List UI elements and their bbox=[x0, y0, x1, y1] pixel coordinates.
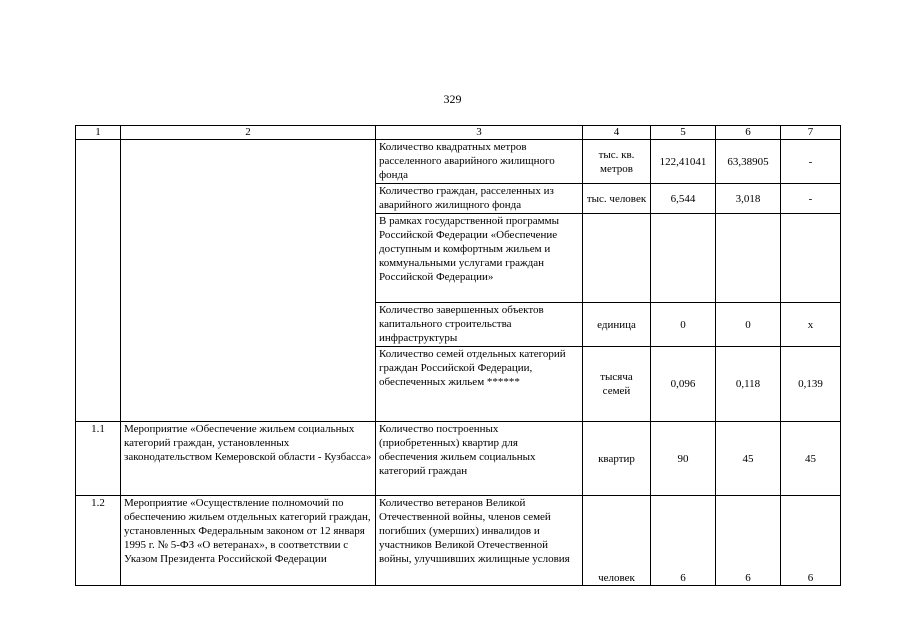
value-year-2: 45 bbox=[716, 422, 781, 496]
header-col-7: 7 bbox=[781, 126, 841, 140]
page-number: 329 bbox=[443, 92, 462, 106]
value-year-2: 6 bbox=[716, 496, 781, 586]
value-year-3 bbox=[781, 214, 841, 303]
row-number-cell-empty bbox=[76, 140, 121, 422]
header-col-6: 6 bbox=[716, 126, 781, 140]
unit-cell: тысяча семей bbox=[583, 347, 651, 422]
program-subheading: В рамках государственной программы Российской Федерации «Обеспечение доступным и комфортным жильем и коммунальными услугами граждан Российской Федерации» bbox=[376, 214, 583, 303]
indicator-name: Количество квадратных метров расселенного аварийного жилищного фонда bbox=[376, 140, 583, 184]
header-col-5: 5 bbox=[651, 126, 716, 140]
measure-name: Мероприятие «Обеспечение жильем социальных категорий граждан, установленных законодательством Кемеровской области - Кузбасса» bbox=[121, 422, 376, 496]
value-year-3: 45 bbox=[781, 422, 841, 496]
value-year-2 bbox=[716, 214, 781, 303]
header-col-2: 2 bbox=[121, 126, 376, 140]
unit-cell: квартир bbox=[583, 422, 651, 496]
table-row bbox=[76, 496, 841, 586]
value-year-3: - bbox=[781, 184, 841, 214]
row-number: 1.1 bbox=[76, 422, 121, 496]
value-year-3: - bbox=[781, 140, 841, 184]
indicators-table bbox=[75, 125, 841, 586]
table-header-row bbox=[76, 126, 841, 140]
unit-cell bbox=[583, 214, 651, 303]
value-year-1: 0 bbox=[651, 303, 716, 347]
measure-cell-empty bbox=[121, 140, 376, 422]
unit-cell: единица bbox=[583, 303, 651, 347]
indicator-name: Количество семей отдельных категорий граждан Российской Федерации, обеспеченных жильем ****** bbox=[376, 347, 583, 422]
header-col-4: 4 bbox=[583, 126, 651, 140]
table-row bbox=[76, 422, 841, 496]
indicator-name: Количество построенных (приобретенных) квартир для обеспечения жильем социальных категорий граждан bbox=[376, 422, 583, 496]
value-year-1: 122,41041 bbox=[651, 140, 716, 184]
indicator-name: Количество завершенных объектов капитального строительства инфраструктуры bbox=[376, 303, 583, 347]
measure-name: Мероприятие «Осуществление полномочий по обеспечению жильем отдельных категорий граждан, установленных Федеральным законом от 12 января 1995 г. № 5-ФЗ «О ветеранах», в соответствии с Указом Президента Российской Федерации bbox=[121, 496, 376, 586]
unit-cell: тыс. кв. метров bbox=[583, 140, 651, 184]
indicator-name: Количество граждан, расселенных из аварийного жилищного фонда bbox=[376, 184, 583, 214]
value-year-1 bbox=[651, 214, 716, 303]
value-year-1: 6,544 bbox=[651, 184, 716, 214]
value-year-1: 90 bbox=[651, 422, 716, 496]
value-year-1: 6 bbox=[651, 496, 716, 586]
value-year-3: 6 bbox=[781, 496, 841, 586]
value-year-3: 0,139 bbox=[781, 347, 841, 422]
row-number: 1.2 bbox=[76, 496, 121, 586]
indicator-name: Количество ветеранов Великой Отечественной войны, членов семей погибших (умерших) инвалидов и участников Великой Отечественной войны, улучшивших жилищные условия bbox=[376, 496, 583, 586]
value-year-3: х bbox=[781, 303, 841, 347]
unit-cell: тыс. человек bbox=[583, 184, 651, 214]
header-col-3: 3 bbox=[376, 126, 583, 140]
value-year-2: 63,38905 bbox=[716, 140, 781, 184]
value-year-2: 3,018 bbox=[716, 184, 781, 214]
value-year-1: 0,096 bbox=[651, 347, 716, 422]
value-year-2: 0,118 bbox=[716, 347, 781, 422]
header-col-1: 1 bbox=[76, 126, 121, 140]
unit-cell: человек bbox=[583, 496, 651, 586]
table-row bbox=[76, 140, 841, 184]
value-year-2: 0 bbox=[716, 303, 781, 347]
